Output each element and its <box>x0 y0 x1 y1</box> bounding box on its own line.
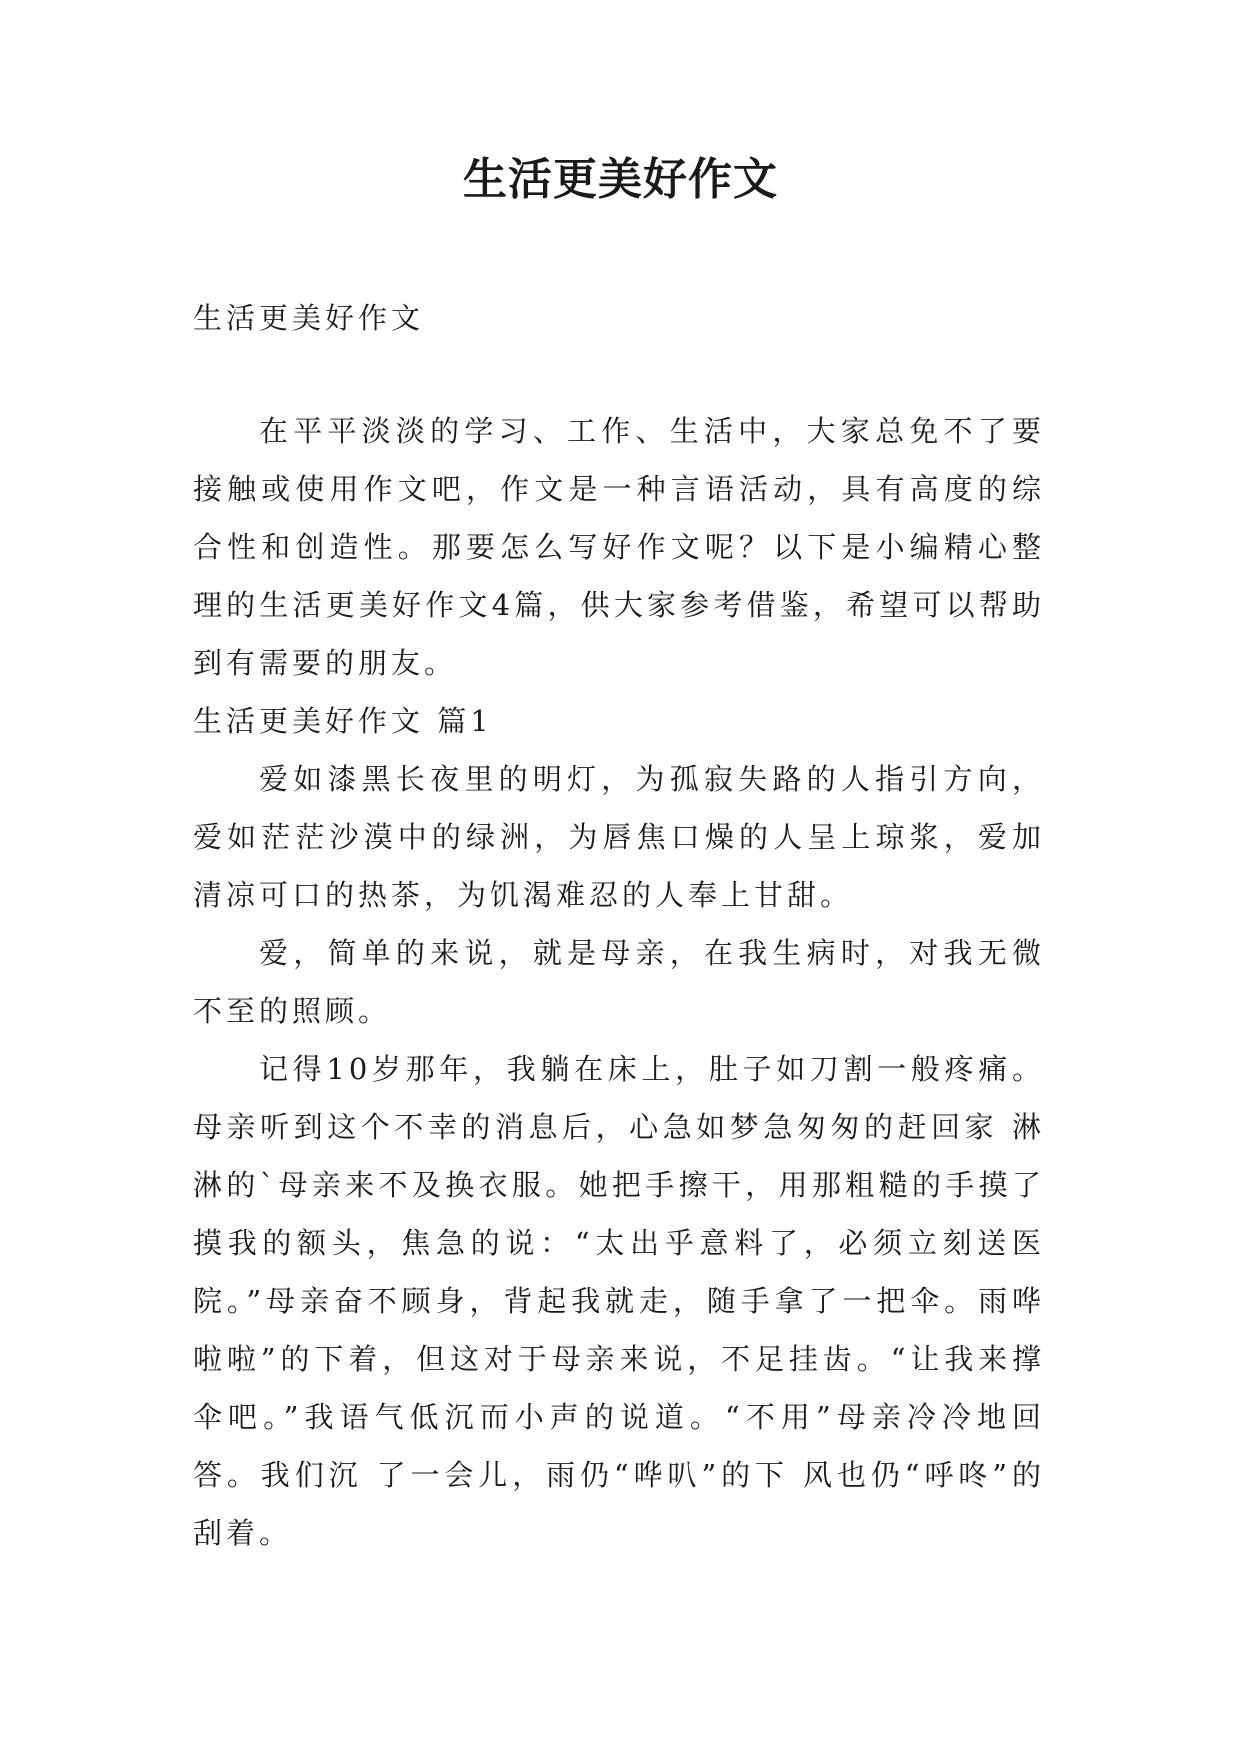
document-subtitle: 生活更美好作文 <box>193 301 425 335</box>
document-title: 生活更美好作文 <box>463 154 778 205</box>
document-body <box>193 402 1045 1562</box>
intro-paragraph: 在平平淡淡的学习、工作、生活中，大家总免不了要接触或使用作文吧，作文是一种言语活动，具有高度的综合性和创造性。那要怎么写好作文呢？以下是小编精心整理的生活更美好作文4篇，供大家参考借鉴，希望可以帮助到有需要的朋友。 <box>193 414 1045 680</box>
body-paragraph: 爱如漆黑长夜里的明灯，为孤寂失路的人指引方向，爱如茫茫沙漠中的绿洲，为唇焦口燥的人呈上琼浆，爱加清凉可口的热茶，为饥渴难忍的人奉上甘甜。 <box>193 762 1045 912</box>
body-paragraph: 记得10岁那年，我躺在床上，肚子如刀割一般疼痛。母亲听到这个不幸的消息后，心急如梦急匆匆的赶回家 淋淋的`母亲来不及换衣服。她把手擦干，用那粗糙的手摸了摸我的额头，焦急的说：“太出乎意料了，必须立刻送医院。”母亲奋不顾身，背起我就走，随手拿了一把伞。雨哗啦啦”的下着，但这对于母亲来说，不足挂齿。“让我来撑伞吧。”我语气低沉而小声的说道。“不用”母亲冷冷地回答。我们沉 了一会儿，雨仍“哗叭”的下 风也仍“呼咚”的刮着。 <box>193 1052 1045 1550</box>
section-heading: 生活更美好作文 篇1 <box>193 704 493 738</box>
body-paragraph: 爱，简单的来说，就是母亲，在我生病时，对我无微不至的照顾。 <box>193 936 1045 1028</box>
